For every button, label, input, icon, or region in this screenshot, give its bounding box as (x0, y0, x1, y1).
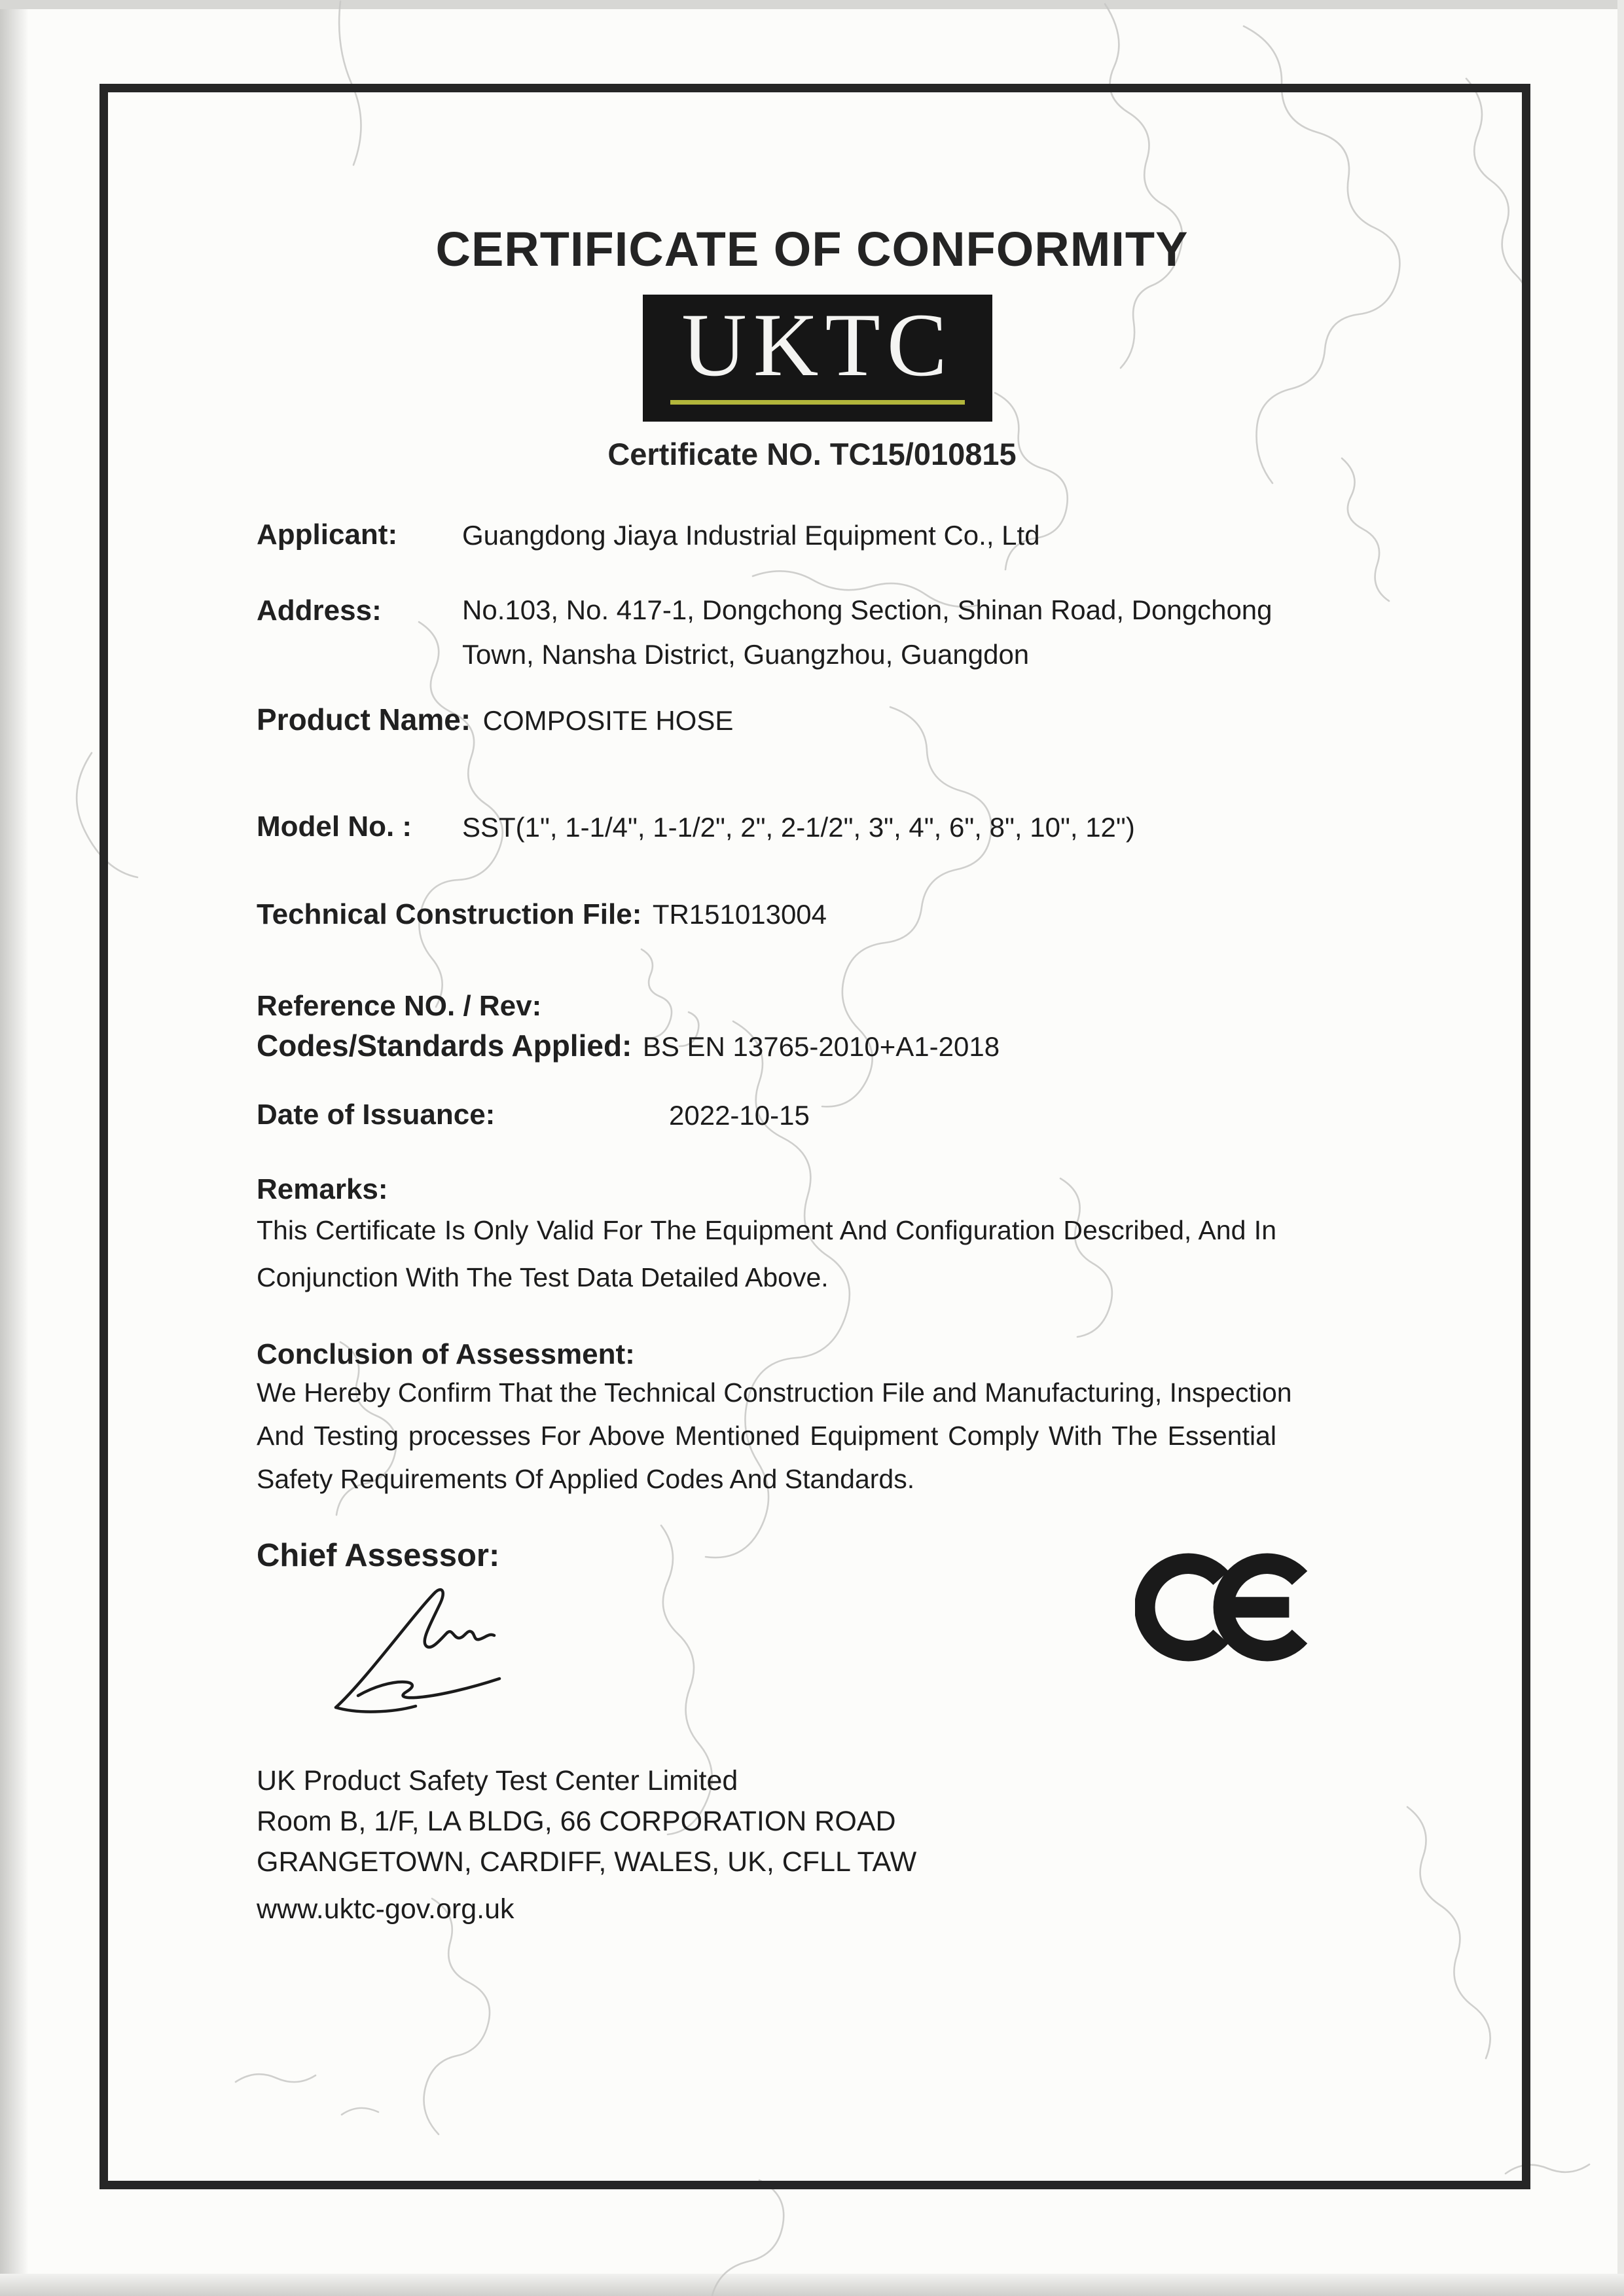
conclusion-line3: Safety Requirements Of Applied Codes And Standards. (257, 1464, 915, 1494)
applicant-label: Applicant: (257, 519, 398, 551)
remarks-label: Remarks: (257, 1173, 388, 1205)
applicant-value: Guangdong Jiaya Industrial Equipment Co., Ltd (462, 520, 1040, 551)
codes-label: Codes/Standards Applied: (257, 1029, 632, 1063)
uktc-logo (643, 295, 992, 422)
issuer-name: UK Product Safety Test Center Limited (257, 1765, 738, 1796)
tcf-value: TR151013004 (652, 899, 827, 930)
remarks-line1: This Certificate Is Only Valid For The Equipment And Configuration Described, And In (257, 1215, 1276, 1245)
scan-edge-bottom (0, 2274, 1624, 2296)
address-label: Address: (257, 594, 382, 627)
scan-edge-left (0, 0, 29, 2296)
model-no-label: Model No. : (257, 811, 412, 843)
issuer-address-line1: Room B, 1/F, LA BLDG, 66 CORPORATION ROAD (257, 1806, 896, 1837)
product-name-value: COMPOSITE HOSE (482, 705, 734, 736)
tcf-label: Technical Construction File: (257, 898, 642, 930)
issuer-website: www.uktc-gov.org.uk (257, 1893, 514, 1925)
conclusion-label: Conclusion of Assessment: (257, 1338, 635, 1370)
certificate-title: CERTIFICATE OF CONFORMITY (435, 222, 1189, 276)
scan-edge-right (1617, 0, 1624, 2296)
assessor-signature (324, 1576, 533, 1721)
chief-assessor-label: Chief Assessor: (257, 1538, 500, 1573)
uktc-logo-text: UKTC (681, 295, 954, 395)
uktc-logo-underline (670, 400, 965, 405)
issuance-value: 2022-10-15 (669, 1100, 810, 1131)
ce-mark (1135, 1548, 1317, 1667)
codes-value: BS EN 13765-2010+A1-2018 (642, 1031, 1000, 1062)
tcf-row (257, 898, 827, 931)
model-no-value: SST(1", 1-1/4", 1-1/2", 2", 2-1/2", 3", 4", 6", 8", 10", 12") (462, 812, 1135, 843)
certificate-number: Certificate NO. TC15/010815 (607, 437, 1017, 471)
issuer-address-line2: GRANGETOWN, CARDIFF, WALES, UK, CFLL TAW (257, 1846, 917, 1878)
scan-edge-top (0, 0, 1624, 9)
product-name-row (257, 702, 733, 737)
conclusion-line2: And Testing processes For Above Mentioned Equipment Comply With The Essential (257, 1421, 1276, 1451)
codes-row (257, 1028, 1000, 1063)
remarks-line2: Conjunction With The Test Data Detailed Above. (257, 1262, 829, 1292)
conclusion-line1: We Hereby Confirm That the Technical Construction File and Manufacturing, Inspection (257, 1377, 1292, 1408)
address-value-line2: Town, Nansha District, Guangzhou, Guangdon (462, 639, 1030, 670)
address-value-line1: No.103, No. 417-1, Dongchong Section, Shinan Road, Dongchong (462, 594, 1272, 625)
product-name-label: Product Name: (257, 702, 471, 737)
reference-label: Reference NO. / Rev: (257, 990, 542, 1022)
issuance-label: Date of Issuance: (257, 1099, 496, 1131)
